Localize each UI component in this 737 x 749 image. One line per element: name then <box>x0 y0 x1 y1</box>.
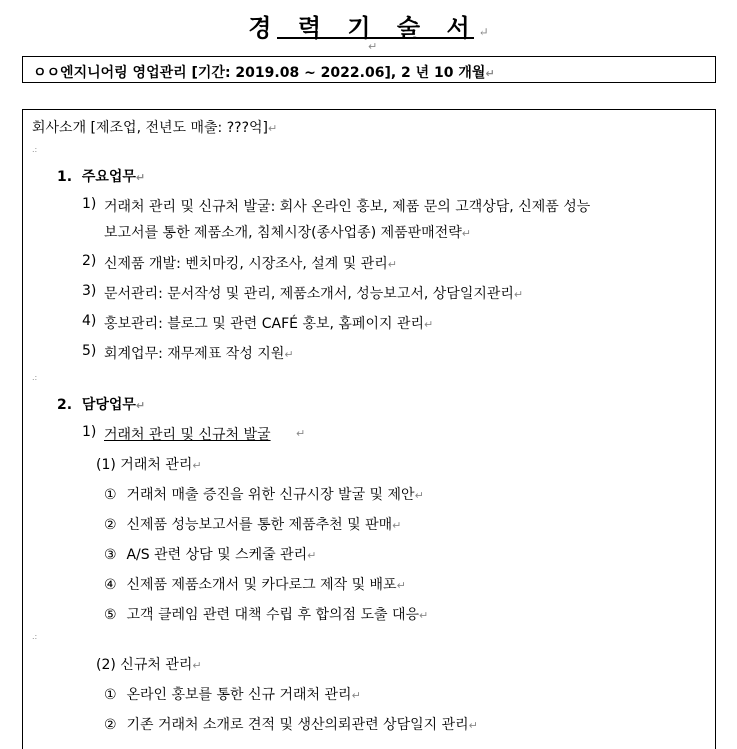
responsibility-heading: 거래처 관리 및 신규처 발굴 <box>104 427 271 443</box>
task-item: ③ A/S 관련 상담 및 스케줄 관리↵ <box>104 547 317 563</box>
group-heading-new-client-management: (2) 신규처 관리↵ <box>96 657 202 673</box>
company-period-line: ㅇㅇ엔지니어링 영업관리 [기간: 2019.08 ~ 2022.06], 2 년 10 개월↵ <box>33 65 495 81</box>
main-duty-text: 회계업무: 재무제표 작성 지원↵ <box>104 346 294 362</box>
task-item: ② 신제품 성능보고서를 통한 제품추천 및 판매↵ <box>104 517 402 533</box>
document-title: 경 력 기 술 서↵ <box>248 13 489 42</box>
main-duty-text: 거래처 관리 및 신규처 발굴: 회사 온라인 홍보, 제품 문의 고객상담, 신제품 성능 <box>104 199 591 215</box>
main-duty-item: 1) <box>82 196 97 212</box>
main-duty-text: 신제품 개발: 벤치마킹, 시장조사, 설계 및 관리↵ <box>104 256 397 272</box>
main-duty-item: 3) <box>82 283 97 299</box>
section-heading-main-duties: 1. 주요업무↵ <box>57 169 146 185</box>
task-item: ④ 신제품 제품소개서 및 카다로그 제작 및 배포↵ <box>104 577 406 593</box>
main-duty-item: 2) <box>82 253 97 269</box>
main-duty-item: 4) <box>82 313 97 329</box>
main-duty-text: 문서관리: 문서작성 및 관리, 제품소개서, 성능보고서, 상담일지관리↵ <box>104 286 524 302</box>
section-heading-responsibilities: 2. 담당업무↵ <box>57 397 146 413</box>
career-header-box <box>22 56 716 83</box>
paragraph-mark-icon: ↵ <box>368 40 378 53</box>
group-heading-client-management: (1) 거래처 관리↵ <box>96 457 202 473</box>
empty-paragraph-mark: .: <box>32 632 38 641</box>
main-duty-item: 5) <box>82 343 97 359</box>
title-underline <box>277 37 474 39</box>
main-duty-text: 홍보관리: 블로그 및 관련 CAFÉ 홍보, 홈페이지 관리↵ <box>104 316 434 332</box>
task-item: ② 기존 거래처 소개로 견적 및 생산의뢰관련 상담일지 관리↵ <box>104 717 478 733</box>
paragraph-mark-icon: ↵ <box>478 25 489 39</box>
task-item: ① 온라인 홍보를 통한 신규 거래처 관리↵ <box>104 687 361 703</box>
responsibility-num: 1) <box>82 424 97 440</box>
task-item: ① 거래처 매출 증진을 위한 신규시장 발굴 및 제안↵ <box>104 487 424 503</box>
main-duty-text-cont: 보고서를 통한 제품소개, 침체시장(종사업종) 제품판매전략↵ <box>104 225 471 241</box>
empty-paragraph-mark: .: <box>32 145 38 154</box>
company-intro: 회사소개 [제조업, 전년도 매출: ???억]↵ <box>32 120 278 136</box>
empty-paragraph-mark: .: <box>32 373 38 382</box>
task-item: ⑤ 고객 클레임 관련 대책 수립 후 합의점 도출 대응↵ <box>104 607 429 623</box>
paragraph-mark-icon: ↵ <box>296 427 306 440</box>
